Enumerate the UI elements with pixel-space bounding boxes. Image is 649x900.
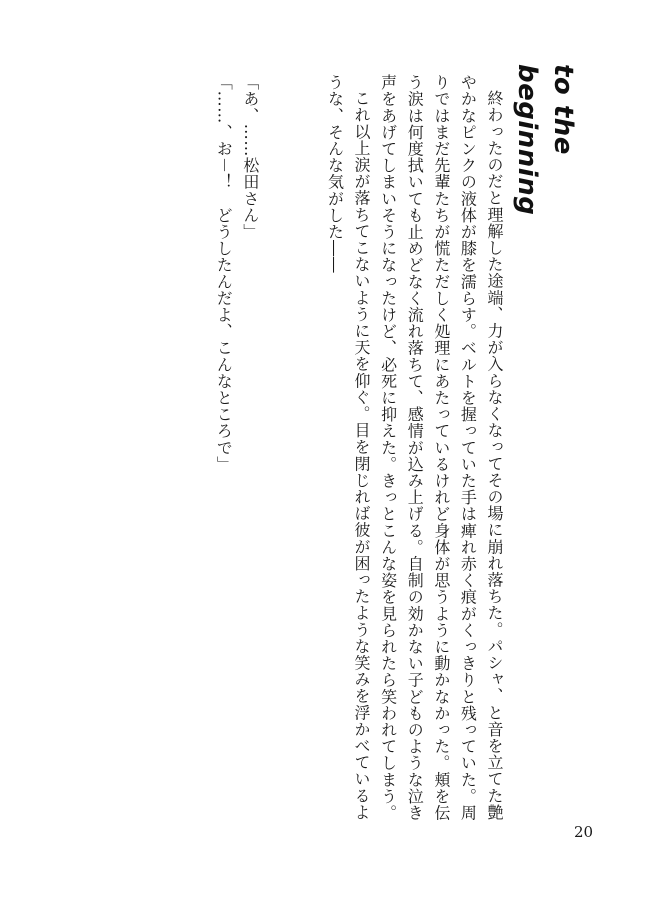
scene-break-spacer [263, 74, 321, 824]
dialogue-line: 「あ、……松田さん」 [240, 74, 260, 240]
page-number: 20 [574, 823, 594, 841]
paragraph: これ以上涙が落ちてこないように天を仰ぐ。目を閉じれば彼が困ったような笑みを浮かべているような、そんな気がした―― [325, 74, 372, 821]
dialogue-line: 「……、お－！ どうしたんだよ、こんなところで」 [214, 74, 234, 473]
body-text [210, 74, 507, 824]
page-title: to the beginning [512, 64, 578, 216]
paragraph: 終わったのだと理解した途端、力が入らなくなってその場に崩れ落ちた。パシャ、と音を立てた艶やかなピンクの液体が膝を濡らす。ベルトを握っていた手は痺れ赤く痕がくっきりと残っていた。周りではまだ先輩たちが慌ただしく処理にあたっているけれど身体が思うように動かなかった。頬を伝う涙は何度拭いても止めどなく流れ落ちて、感情が込み上げる。自制の効かない子どものような泣き声をあげてしまいそうになったけど、必死に抑えた。きっとこんな姿を見られたら笑われてしまう。 [378, 74, 504, 821]
